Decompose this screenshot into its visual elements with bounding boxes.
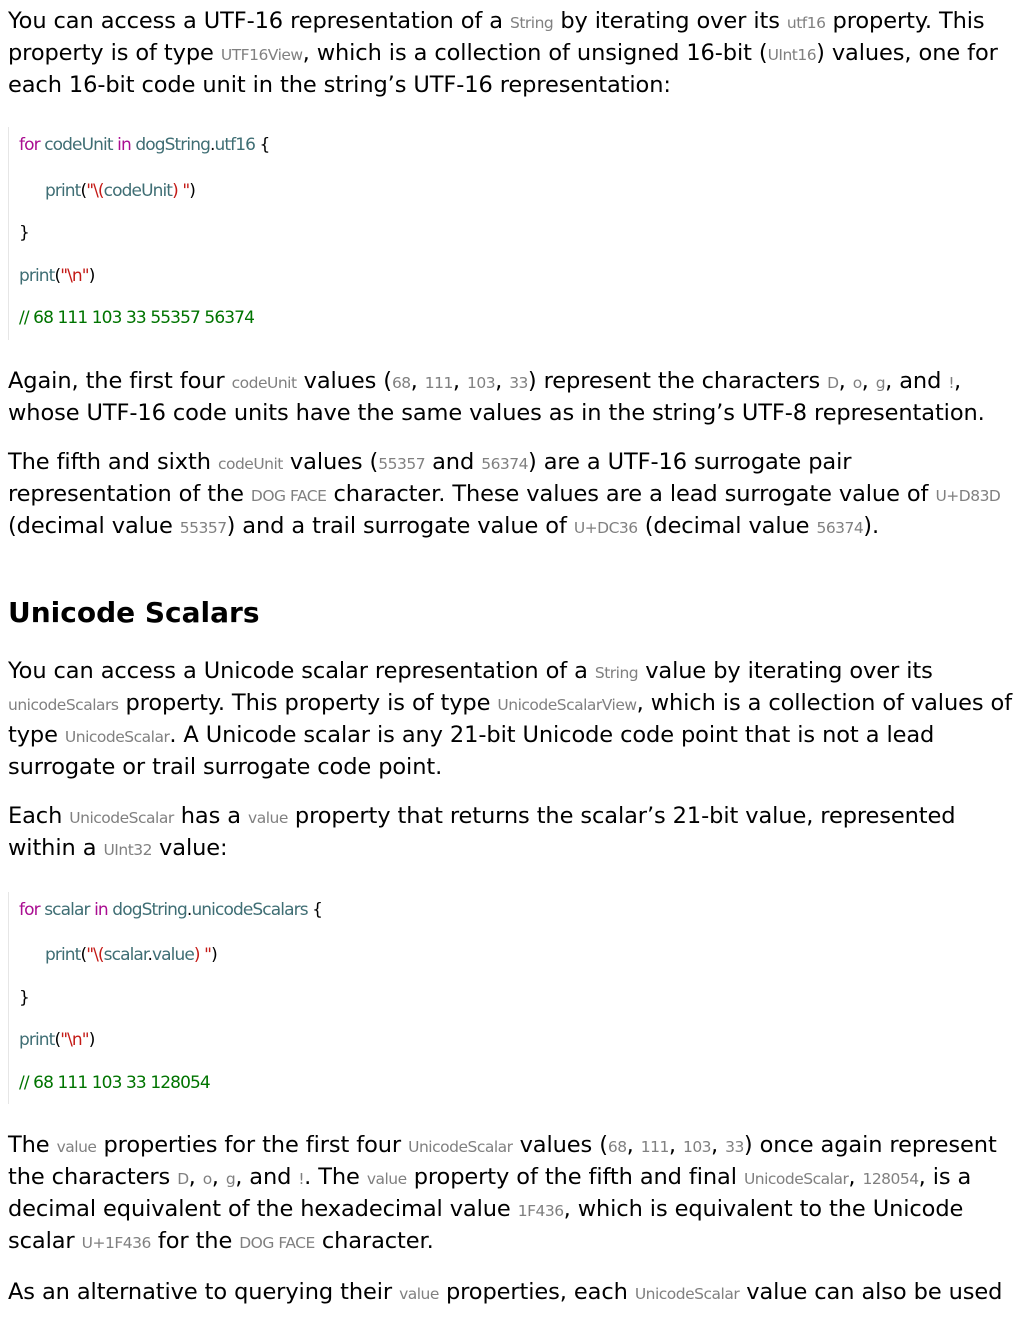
text: , and [235, 1164, 299, 1190]
inline-code: value [248, 808, 288, 827]
text: , which is equivalent to the Unicode scalar [8, 1196, 964, 1254]
punctuation: } [19, 223, 29, 243]
inline-code: U+D83D [935, 486, 1001, 505]
code-line [19, 977, 1016, 1020]
text: , [452, 367, 467, 394]
inline-code: g [225, 1170, 236, 1188]
punctuation: . [209, 135, 215, 155]
punctuation: ) [189, 180, 195, 201]
text: . A Unicode scalar is any 21-bit Unicode code point that is not a lead surrogate or trail surrogate code point. [8, 721, 935, 780]
text: , which is a collection of unsigned 16-bit ( [302, 40, 768, 66]
inline-code: o [852, 373, 862, 392]
text: ). [863, 512, 879, 539]
text: values ( [282, 448, 379, 475]
inline-code: 111 [424, 373, 453, 392]
text: properties, each [438, 1279, 635, 1305]
code-line [19, 127, 1016, 170]
text: value by iterating over its [638, 657, 933, 684]
text: ) are a UTF-16 surrogate pair representation of the [8, 448, 852, 507]
text: by iterating over its [553, 8, 787, 34]
string-literal: "\n" [60, 265, 89, 286]
inline-code: U+DC36 [573, 518, 638, 537]
inline-code: U+1F436 [81, 1234, 151, 1252]
paragraph-alternative [8, 1277, 1016, 1309]
text: , [495, 367, 510, 394]
inline-code: 1F436 [517, 1202, 564, 1220]
text: You can access a UTF-16 representation of a [8, 8, 511, 34]
text: ) values, one for each 16-bit code unit in the string’s UTF-16 representation: [8, 40, 998, 98]
punctuation: ) [211, 945, 217, 965]
punctuation: ) [88, 1030, 95, 1050]
text: . The [304, 1164, 367, 1190]
inline-code: value [56, 1138, 97, 1156]
paragraph-utf16-intro [8, 6, 1016, 100]
inline-code: 103 [466, 373, 496, 392]
identifier: value [151, 945, 194, 965]
inline-code: String [594, 663, 639, 682]
text: , [838, 367, 853, 394]
punctuation: . [186, 899, 192, 920]
inline-code: value [399, 1285, 439, 1303]
function-name: print [19, 1030, 55, 1050]
punctuation: ) [88, 265, 95, 286]
code-line [19, 297, 1016, 340]
keyword: in [94, 899, 108, 920]
inline-code: D [827, 373, 839, 392]
text: and [425, 448, 482, 475]
identifier: unicodeScalars [191, 899, 308, 920]
inline-code: 55357 [378, 454, 426, 473]
text: property. This property is of type [8, 8, 985, 66]
inline-code: ! [298, 1170, 305, 1188]
inline-code: codeUnit [217, 454, 283, 473]
paragraph-unicode-scalars-intro [8, 656, 1016, 782]
text: , is a decimal equivalent of the hexadecimal value [8, 1164, 972, 1222]
code-line [19, 1062, 1016, 1105]
inline-code: UnicodeScalar [69, 808, 174, 827]
inline-code: unicodeScalars [8, 695, 119, 714]
text: for the [150, 1228, 240, 1254]
function-name: print [45, 180, 81, 201]
inline-code: UnicodeScalar [408, 1138, 513, 1156]
code-comment: // 68 111 103 33 55357 56374 [19, 308, 254, 328]
text: values ( [296, 367, 392, 394]
text: character. These values are a lead surrogate value of [326, 480, 936, 507]
text: Again, the first four [8, 367, 232, 394]
text: , [668, 1132, 683, 1158]
inline-code: D [177, 1170, 189, 1188]
keyword: in [117, 135, 131, 155]
inline-code: codeUnit [231, 373, 297, 392]
text: , [410, 367, 425, 394]
inline-code: UInt32 [103, 840, 152, 859]
text: , which is a collection of values of type [8, 689, 1013, 748]
inline-code: 56374 [816, 518, 864, 537]
text: properties for the first four [96, 1132, 409, 1158]
identifier: scalar [103, 945, 148, 965]
punctuation: ( [80, 180, 87, 201]
inline-code: 103 [682, 1138, 712, 1156]
inline-code: UInt16 [767, 46, 817, 64]
paragraph-first-four-code-units [8, 366, 1016, 428]
code-line [19, 892, 1016, 935]
code-block-unicode-scalars [8, 892, 1016, 1105]
inline-code: UnicodeScalar [743, 1170, 849, 1188]
inline-code: 33 [725, 1138, 744, 1156]
paragraph-surrogate-pair [8, 447, 1016, 543]
text: , [188, 1164, 203, 1190]
identifier: dogString [135, 135, 210, 155]
text: Each [8, 802, 70, 829]
punctuation: ( [80, 945, 87, 965]
text: (decimal value [8, 512, 180, 539]
inline-code: value [366, 1170, 407, 1188]
string-literal: "\( [86, 180, 104, 201]
text: , [848, 1164, 863, 1190]
text: character. [314, 1228, 434, 1254]
text: You can access a Unicode scalar representation of a [8, 657, 595, 684]
inline-code: g [875, 373, 886, 392]
text: , [861, 367, 876, 394]
text: The [8, 1132, 57, 1158]
identifier: scalar [44, 899, 90, 920]
inline-code: UnicodeScalar [634, 1285, 740, 1303]
code-line [19, 1019, 1016, 1062]
inline-code: 55357 [179, 518, 227, 537]
inline-code: 68 [391, 373, 411, 392]
punctuation: } [19, 987, 29, 1008]
string-literal: "\( [86, 945, 104, 965]
text: , [211, 1164, 226, 1190]
inline-code: 56374 [481, 454, 529, 473]
code-line [19, 255, 1016, 298]
identifier: codeUnit [103, 180, 173, 201]
function-name: print [45, 945, 81, 965]
identifier: utf16 [214, 135, 256, 155]
text: has a [173, 802, 249, 829]
identifier: codeUnit [44, 135, 113, 155]
text: value can also be used [739, 1279, 1003, 1305]
inline-code: 111 [640, 1138, 669, 1156]
punctuation: { [307, 899, 323, 920]
punctuation: ( [54, 265, 61, 286]
inline-code: UnicodeScalar [64, 727, 170, 746]
text: value: [152, 834, 228, 861]
inline-code: o [202, 1170, 212, 1188]
text: values ( [512, 1132, 608, 1158]
punctuation: { [255, 135, 270, 155]
text: property. This property is of type [118, 689, 498, 716]
text: As an alternative to querying their [8, 1279, 400, 1305]
paragraph-scalar-value [8, 801, 1016, 865]
code-block-utf16 [8, 127, 1016, 340]
keyword: for [19, 135, 40, 155]
text: property of the fifth and final [406, 1164, 744, 1190]
inline-code: DOG FACE [250, 486, 327, 505]
string-literal: "\n" [60, 1030, 89, 1050]
text: , [711, 1132, 726, 1158]
keyword: for [19, 899, 40, 920]
inline-code: DOG FACE [239, 1234, 315, 1252]
text: ) represent the characters [527, 367, 828, 394]
inline-code: String [510, 14, 554, 32]
code-line [19, 934, 1016, 977]
punctuation: . [147, 945, 152, 965]
text: property that returns the scalar’s 21-bit value, represented within a [8, 802, 956, 861]
inline-code: ! [948, 373, 955, 392]
text: ) once again represent the characters [8, 1132, 997, 1190]
code-line [19, 170, 1016, 213]
function-name: print [19, 265, 55, 286]
inline-code: 68 [607, 1138, 627, 1156]
inline-code: utf16 [786, 14, 826, 32]
inline-code: 33 [509, 373, 528, 392]
inline-code: UnicodeScalarView [497, 695, 637, 714]
inline-code: UTF16View [220, 46, 303, 64]
text: The fifth and sixth [8, 448, 218, 475]
punctuation: ( [54, 1030, 61, 1050]
text: (decimal value [637, 512, 817, 539]
text: , whose UTF-16 code units have the same values as in the string’s UTF-8 representation. [8, 367, 985, 426]
string-literal: ) " [193, 945, 212, 965]
text: ) and a trail surrogate value of [226, 512, 574, 539]
text: , [626, 1132, 641, 1158]
code-comment: // 68 111 103 33 128054 [19, 1072, 210, 1093]
section-heading-unicode-scalars: Unicode Scalars [8, 595, 260, 629]
text: , and [885, 367, 949, 394]
string-literal: ) " [172, 180, 190, 201]
inline-code: 128054 [862, 1170, 919, 1188]
identifier: dogString [112, 899, 187, 920]
paragraph-value-properties [8, 1130, 1016, 1258]
code-line [19, 212, 1016, 255]
